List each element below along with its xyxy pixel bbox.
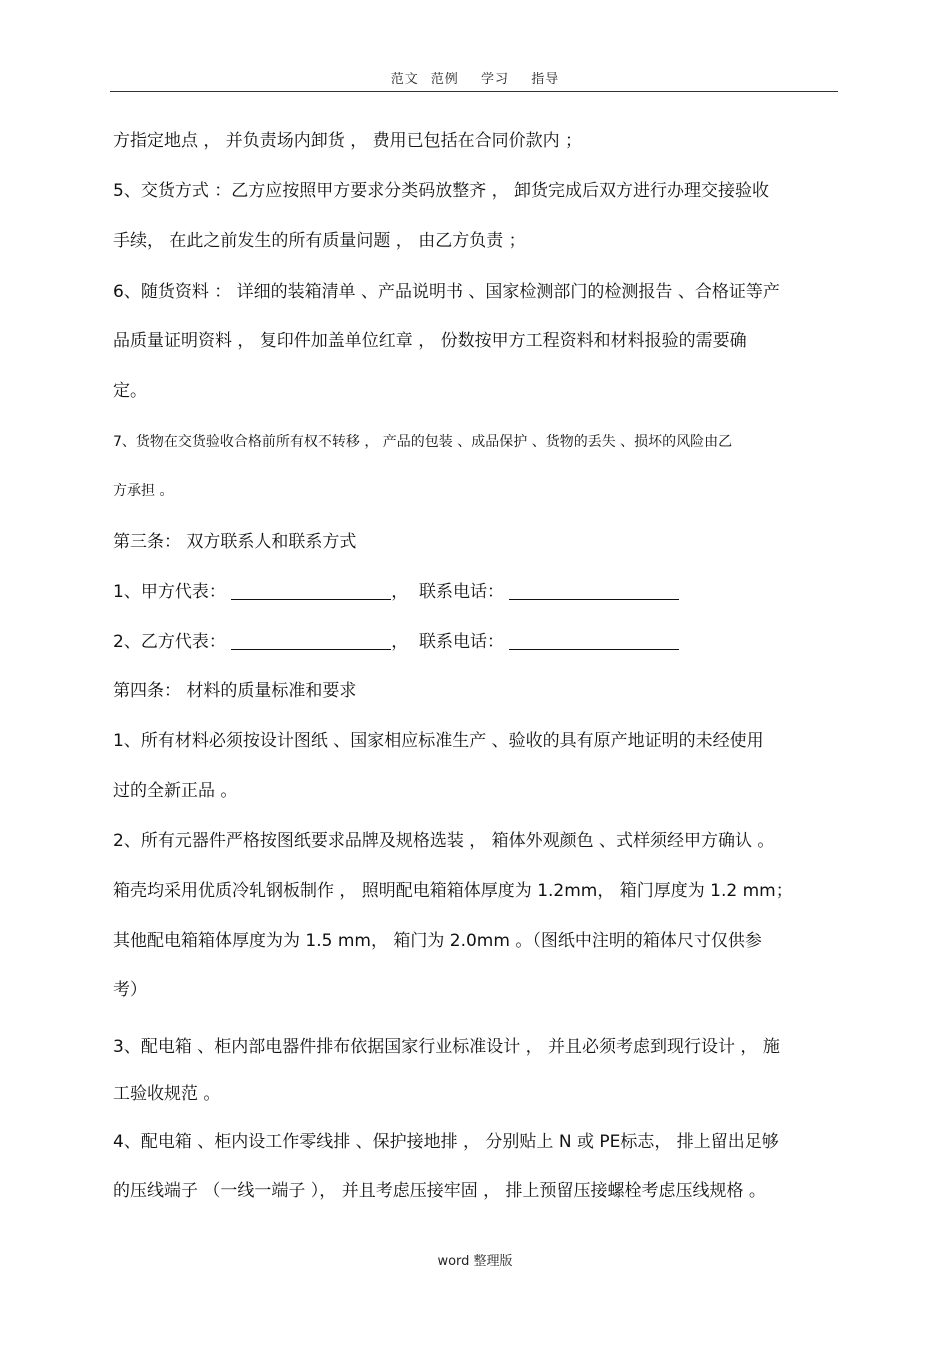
representative-field[interactable] bbox=[231, 581, 391, 600]
contact-row bbox=[113, 631, 679, 653]
text-line: 品质量证明资料 ， 复印件加盖单位红章 ， 份数按甲方工程资料和材料报验的需要确 bbox=[113, 331, 747, 351]
text-line: 方承担 。 bbox=[113, 483, 174, 499]
section-heading: 第三条： 双方联系人和联系方式 bbox=[113, 532, 357, 552]
text-line: 4、配电箱 、柜内设工作零线排 、保护接地排 ， 分别贴上 N 或 PE标志， 排上留出足够 bbox=[113, 1132, 779, 1152]
header-item: 指导 bbox=[531, 72, 560, 87]
phone-field[interactable] bbox=[509, 581, 679, 600]
section-heading: 第四条： 材料的质量标准和要求 bbox=[113, 681, 357, 701]
text-line: 箱壳均采用优质冷轧钢板制作 ， 照明配电箱箱体厚度为 1.2mm， 箱门厚度为 1.2 mm； bbox=[113, 881, 793, 901]
text-line: 6、随货资料 ： 详细的装箱清单 、产品说明书 、国家检测部门的检测报告 、合格证等产 bbox=[113, 282, 780, 302]
text-line: 过的全新正品 。 bbox=[113, 781, 238, 801]
header-item: 范例 bbox=[430, 72, 459, 87]
header-item: 学习 bbox=[481, 72, 510, 87]
text-line: 定。 bbox=[113, 381, 147, 401]
representative-field[interactable] bbox=[231, 631, 391, 650]
text-line: 7、货物在交货验收合格前所有权不转移 ， 产品的包装 、成品保护 、货物的丢失 、损坏的风险由乙 bbox=[113, 434, 733, 450]
contact-row bbox=[113, 581, 679, 603]
separator: ， bbox=[391, 632, 409, 652]
page-footer: word 整理版 bbox=[437, 1254, 513, 1269]
text-line: 手续， 在此之前发生的所有质量问题 ， 由乙方负责 ； bbox=[113, 231, 526, 251]
text-line: 的压线端子 （一线一端子 ）， 并且考虑压接牢固 ， 排上预留压接螺栓考虑压线规格 。 bbox=[113, 1181, 766, 1201]
phone-label: 联系电话： bbox=[419, 582, 505, 602]
text-line: 其他配电箱箱体厚度为为 1.5 mm， 箱门为 2.0mm 。（图纸中注明的箱体尺寸仅供参 bbox=[113, 931, 762, 951]
contact-label: 1、甲方代表： bbox=[113, 582, 226, 602]
text-line: 2、所有元器件严格按图纸要求品牌及规格选装 ， 箱体外观颜色 、式样须经甲方确认 。 bbox=[113, 831, 775, 851]
text-line: 3、配电箱 、柜内部电器件排布依据国家行业标准设计 ， 并且必须考虑到现行设计 ， 施 bbox=[113, 1037, 780, 1057]
text-line: 1、所有材料必须按设计图纸 、国家相应标准生产 、验收的具有原产地证明的未经使用 bbox=[113, 731, 764, 751]
page-header bbox=[0, 68, 950, 87]
text-line: 方指定地点 ， 并负责场内卸货 ， 费用已包括在合同价款内 ； bbox=[113, 131, 583, 151]
header-rule bbox=[110, 91, 838, 92]
header-item: 范文 bbox=[390, 72, 419, 87]
contact-label: 2、乙方代表： bbox=[113, 632, 226, 652]
text-line: 5、交货方式 ：乙方应按照甲方要求分类码放整齐 ， 卸货完成后双方进行办理交接验收 bbox=[113, 181, 770, 201]
separator: ， bbox=[391, 582, 409, 602]
text-line: 工验收规范 。 bbox=[113, 1084, 221, 1104]
text-line: 考） bbox=[113, 980, 147, 1000]
phone-field[interactable] bbox=[509, 631, 679, 650]
phone-label: 联系电话： bbox=[419, 632, 505, 652]
